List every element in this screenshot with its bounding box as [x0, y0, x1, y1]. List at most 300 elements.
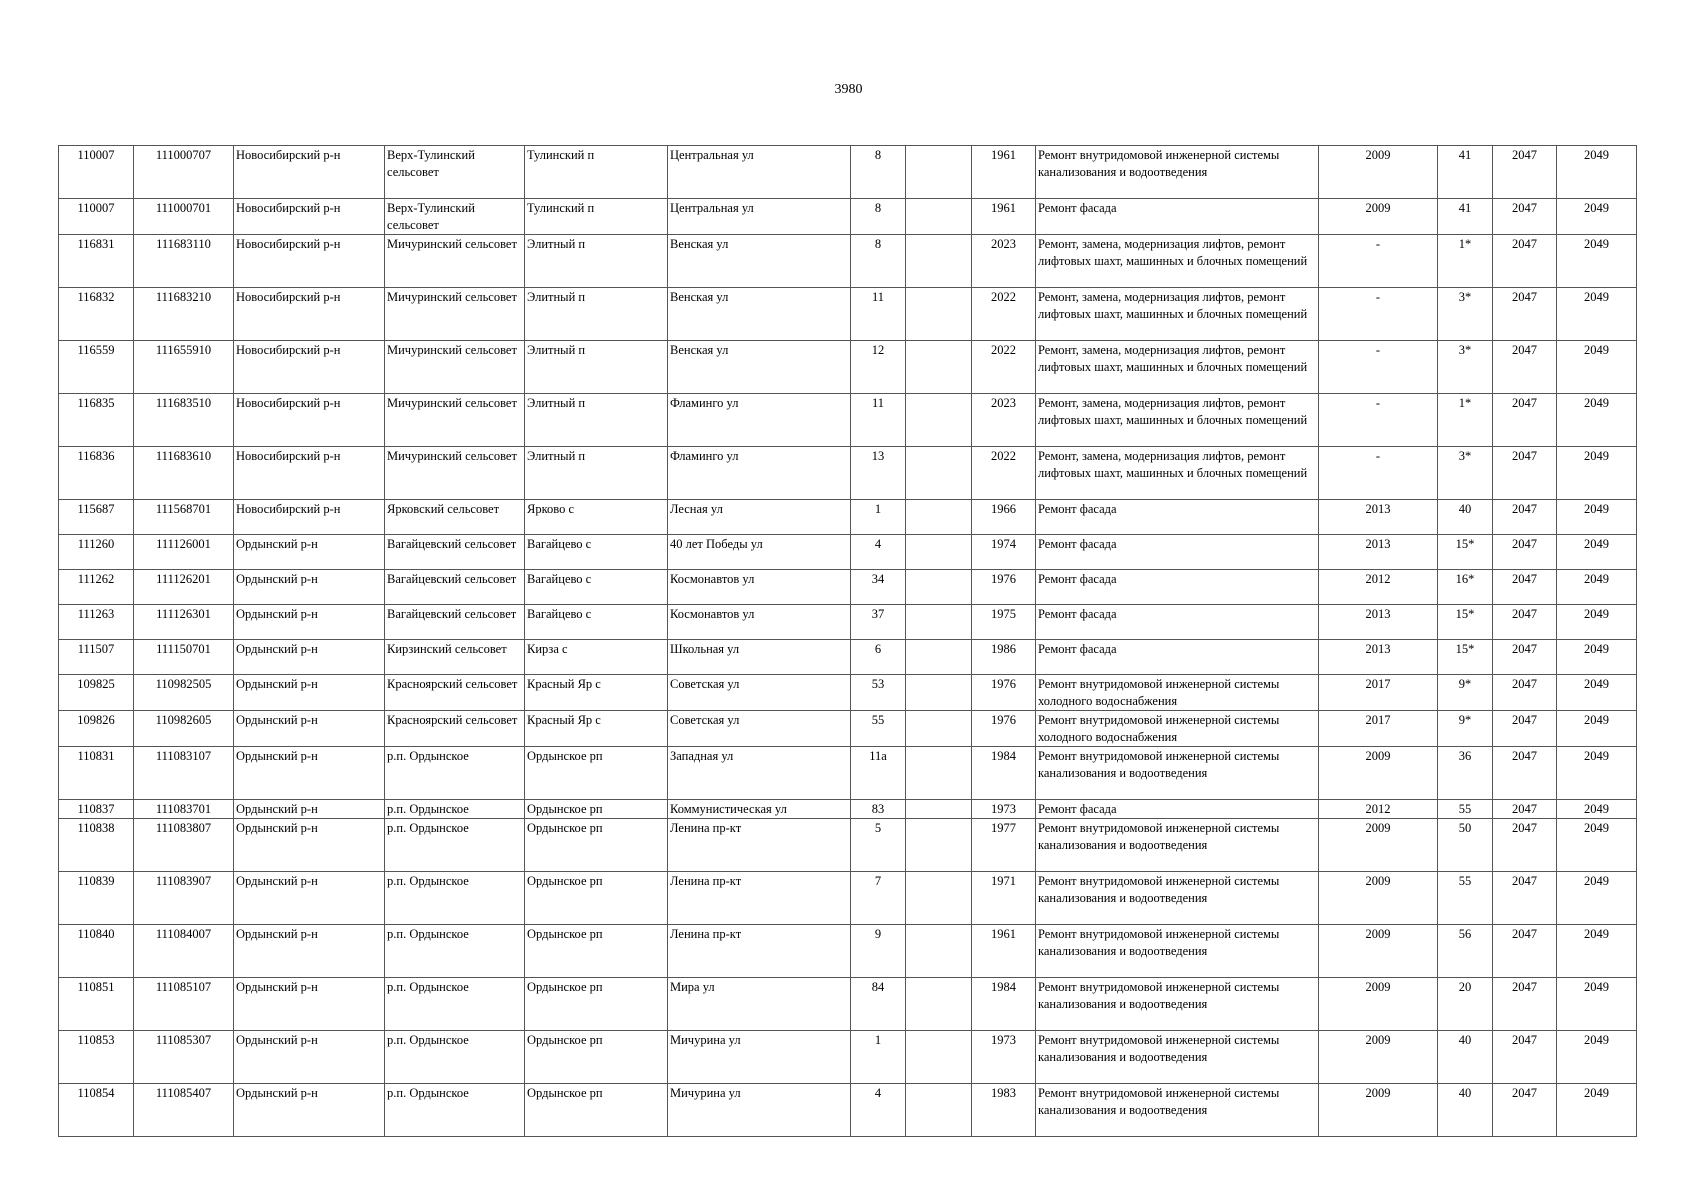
- street-cell: Ленина пр-кт: [668, 872, 851, 925]
- building-letter-cell: [906, 341, 972, 394]
- district-cell: Новосибирский р-н: [234, 394, 385, 447]
- table-row: [59, 1084, 1637, 1137]
- street-cell: Венская ул: [668, 235, 851, 288]
- municipality-cell: р.п. Ордынское: [385, 925, 525, 978]
- settlement-cell: Тулинский п: [525, 146, 668, 199]
- building-letter-cell: [906, 640, 972, 675]
- municipality-cell: р.п. Ордынское: [385, 978, 525, 1031]
- building-letter-cell: [906, 675, 972, 711]
- wear-percent-cell: 1*: [1438, 394, 1493, 447]
- district-cell: Ордынский р-н: [234, 800, 385, 819]
- settlement-cell: Ордынское рп: [525, 925, 668, 978]
- year-built-cell: 1961: [972, 146, 1036, 199]
- last-repair-year-cell: 2009: [1319, 819, 1438, 872]
- work-type-cell: Ремонт, замена, модернизация лифтов, ремонт лифтовых шахт, машинных и блочных помещений: [1036, 235, 1319, 288]
- object-id-cell: 116559: [59, 341, 134, 394]
- work-type-cell: Ремонт, замена, модернизация лифтов, ремонт лифтовых шахт, машинных и блочных помещений: [1036, 288, 1319, 341]
- settlement-cell: Кирза с: [525, 640, 668, 675]
- last-repair-year-cell: 2013: [1319, 640, 1438, 675]
- object-id-cell: 109826: [59, 711, 134, 747]
- plan-end-year-cell: 2049: [1557, 640, 1637, 675]
- district-cell: Ордынский р-н: [234, 1084, 385, 1137]
- street-cell: Ленина пр-кт: [668, 819, 851, 872]
- object-id-cell: 111262: [59, 570, 134, 605]
- work-type-cell: Ремонт, замена, модернизация лифтов, ремонт лифтовых шахт, машинных и блочных помещений: [1036, 447, 1319, 500]
- plan-start-year-cell: 2047: [1493, 747, 1557, 800]
- object-id-cell: 111507: [59, 640, 134, 675]
- settlement-cell: Элитный п: [525, 341, 668, 394]
- record-id-cell: 111083807: [134, 819, 234, 872]
- settlement-cell: Элитный п: [525, 235, 668, 288]
- street-cell: Космонавтов ул: [668, 605, 851, 640]
- plan-end-year-cell: 2049: [1557, 925, 1637, 978]
- year-built-cell: 1961: [972, 925, 1036, 978]
- settlement-cell: Ордынское рп: [525, 1084, 668, 1137]
- last-repair-year-cell: -: [1319, 288, 1438, 341]
- last-repair-year-cell: 2017: [1319, 711, 1438, 747]
- table-row: [59, 1031, 1637, 1084]
- last-repair-year-cell: 2017: [1319, 675, 1438, 711]
- street-cell: Западная ул: [668, 747, 851, 800]
- plan-start-year-cell: 2047: [1493, 605, 1557, 640]
- work-type-cell: Ремонт, замена, модернизация лифтов, ремонт лифтовых шахт, машинных и блочных помещений: [1036, 341, 1319, 394]
- wear-percent-cell: 40: [1438, 1084, 1493, 1137]
- district-cell: Новосибирский р-н: [234, 447, 385, 500]
- house-number-cell: 7: [851, 872, 906, 925]
- plan-end-year-cell: 2049: [1557, 447, 1637, 500]
- record-id-cell: 111084007: [134, 925, 234, 978]
- plan-end-year-cell: 2049: [1557, 978, 1637, 1031]
- plan-start-year-cell: 2047: [1493, 819, 1557, 872]
- plan-start-year-cell: 2047: [1493, 711, 1557, 747]
- house-number-cell: 1: [851, 500, 906, 535]
- record-id-cell: 111126001: [134, 535, 234, 570]
- year-built-cell: 1974: [972, 535, 1036, 570]
- plan-end-year-cell: 2049: [1557, 675, 1637, 711]
- wear-percent-cell: 15*: [1438, 640, 1493, 675]
- record-id-cell: 110982605: [134, 711, 234, 747]
- last-repair-year-cell: -: [1319, 447, 1438, 500]
- table-row: [59, 235, 1637, 288]
- settlement-cell: Ордынское рп: [525, 872, 668, 925]
- object-id-cell: 110007: [59, 146, 134, 199]
- house-number-cell: 55: [851, 711, 906, 747]
- last-repair-year-cell: 2009: [1319, 978, 1438, 1031]
- record-id-cell: 110982505: [134, 675, 234, 711]
- house-number-cell: 6: [851, 640, 906, 675]
- work-type-cell: Ремонт внутридомовой инженерной системы холодного водоснабжения: [1036, 675, 1319, 711]
- building-letter-cell: [906, 605, 972, 640]
- district-cell: Ордынский р-н: [234, 747, 385, 800]
- wear-percent-cell: 50: [1438, 819, 1493, 872]
- house-number-cell: 84: [851, 978, 906, 1031]
- wear-percent-cell: 40: [1438, 500, 1493, 535]
- table-row: [59, 675, 1637, 711]
- municipality-cell: Мичуринский сельсовет: [385, 235, 525, 288]
- table-row: [59, 447, 1637, 500]
- building-letter-cell: [906, 146, 972, 199]
- year-built-cell: 1983: [972, 1084, 1036, 1137]
- year-built-cell: 2022: [972, 288, 1036, 341]
- wear-percent-cell: 36: [1438, 747, 1493, 800]
- table-row: [59, 341, 1637, 394]
- district-cell: Ордынский р-н: [234, 640, 385, 675]
- plan-start-year-cell: 2047: [1493, 500, 1557, 535]
- district-cell: Новосибирский р-н: [234, 500, 385, 535]
- object-id-cell: 110854: [59, 1084, 134, 1137]
- municipality-cell: Мичуринский сельсовет: [385, 341, 525, 394]
- street-cell: Мичурина ул: [668, 1084, 851, 1137]
- plan-start-year-cell: 2047: [1493, 235, 1557, 288]
- plan-start-year-cell: 2047: [1493, 447, 1557, 500]
- house-number-cell: 4: [851, 535, 906, 570]
- object-id-cell: 110831: [59, 747, 134, 800]
- house-number-cell: 8: [851, 146, 906, 199]
- last-repair-year-cell: 2009: [1319, 925, 1438, 978]
- street-cell: 40 лет Победы ул: [668, 535, 851, 570]
- last-repair-year-cell: 2009: [1319, 747, 1438, 800]
- year-built-cell: 1984: [972, 747, 1036, 800]
- wear-percent-cell: 55: [1438, 872, 1493, 925]
- table-row: [59, 500, 1637, 535]
- municipality-cell: р.п. Ордынское: [385, 800, 525, 819]
- table-row: [59, 925, 1637, 978]
- municipality-cell: Ярковский сельсовет: [385, 500, 525, 535]
- building-letter-cell: [906, 925, 972, 978]
- settlement-cell: Ордынское рп: [525, 819, 668, 872]
- year-built-cell: 1973: [972, 800, 1036, 819]
- street-cell: Советская ул: [668, 711, 851, 747]
- object-id-cell: 110837: [59, 800, 134, 819]
- table-row: [59, 978, 1637, 1031]
- district-cell: Ордынский р-н: [234, 872, 385, 925]
- house-number-cell: 37: [851, 605, 906, 640]
- house-number-cell: 11: [851, 394, 906, 447]
- work-type-cell: Ремонт фасада: [1036, 640, 1319, 675]
- wear-percent-cell: 15*: [1438, 535, 1493, 570]
- building-letter-cell: [906, 288, 972, 341]
- record-id-cell: 111126201: [134, 570, 234, 605]
- house-number-cell: 8: [851, 235, 906, 288]
- wear-percent-cell: 55: [1438, 800, 1493, 819]
- year-built-cell: 1976: [972, 675, 1036, 711]
- plan-end-year-cell: 2049: [1557, 1084, 1637, 1137]
- last-repair-year-cell: 2009: [1319, 872, 1438, 925]
- year-built-cell: 1976: [972, 570, 1036, 605]
- district-cell: Ордынский р-н: [234, 711, 385, 747]
- plan-start-year-cell: 2047: [1493, 199, 1557, 235]
- table-row: [59, 605, 1637, 640]
- wear-percent-cell: 3*: [1438, 341, 1493, 394]
- district-cell: Ордынский р-н: [234, 675, 385, 711]
- register-table: [58, 145, 1637, 1137]
- settlement-cell: Красный Яр с: [525, 675, 668, 711]
- record-id-cell: 111568701: [134, 500, 234, 535]
- wear-percent-cell: 41: [1438, 146, 1493, 199]
- house-number-cell: 34: [851, 570, 906, 605]
- work-type-cell: Ремонт фасада: [1036, 800, 1319, 819]
- record-id-cell: 111150701: [134, 640, 234, 675]
- street-cell: Фламинго ул: [668, 394, 851, 447]
- object-id-cell: 110839: [59, 872, 134, 925]
- district-cell: Новосибирский р-н: [234, 146, 385, 199]
- plan-start-year-cell: 2047: [1493, 640, 1557, 675]
- wear-percent-cell: 9*: [1438, 675, 1493, 711]
- record-id-cell: 111683510: [134, 394, 234, 447]
- municipality-cell: Верх-Тулинский сельсовет: [385, 199, 525, 235]
- plan-start-year-cell: 2047: [1493, 535, 1557, 570]
- building-letter-cell: [906, 978, 972, 1031]
- settlement-cell: Ордынское рп: [525, 747, 668, 800]
- settlement-cell: Ордынское рп: [525, 800, 668, 819]
- district-cell: Ордынский р-н: [234, 570, 385, 605]
- house-number-cell: 53: [851, 675, 906, 711]
- building-letter-cell: [906, 500, 972, 535]
- municipality-cell: Кирзинский сельсовет: [385, 640, 525, 675]
- plan-start-year-cell: 2047: [1493, 675, 1557, 711]
- year-built-cell: 1986: [972, 640, 1036, 675]
- plan-end-year-cell: 2049: [1557, 535, 1637, 570]
- last-repair-year-cell: 2009: [1319, 1084, 1438, 1137]
- district-cell: Ордынский р-н: [234, 605, 385, 640]
- work-type-cell: Ремонт внутридомовой инженерной системы канализования и водоотведения: [1036, 1084, 1319, 1137]
- district-cell: Ордынский р-н: [234, 978, 385, 1031]
- plan-start-year-cell: 2047: [1493, 872, 1557, 925]
- last-repair-year-cell: 2013: [1319, 500, 1438, 535]
- house-number-cell: 83: [851, 800, 906, 819]
- plan-end-year-cell: 2049: [1557, 819, 1637, 872]
- building-letter-cell: [906, 1084, 972, 1137]
- plan-end-year-cell: 2049: [1557, 394, 1637, 447]
- year-built-cell: 1961: [972, 199, 1036, 235]
- street-cell: Центральная ул: [668, 199, 851, 235]
- object-id-cell: 116831: [59, 235, 134, 288]
- table-row: [59, 146, 1637, 199]
- table-row: [59, 747, 1637, 800]
- work-type-cell: Ремонт фасада: [1036, 605, 1319, 640]
- municipality-cell: р.п. Ордынское: [385, 1084, 525, 1137]
- settlement-cell: Элитный п: [525, 394, 668, 447]
- record-id-cell: 111083701: [134, 800, 234, 819]
- settlement-cell: Тулинский п: [525, 199, 668, 235]
- wear-percent-cell: 40: [1438, 1031, 1493, 1084]
- plan-end-year-cell: 2049: [1557, 711, 1637, 747]
- municipality-cell: р.п. Ордынское: [385, 872, 525, 925]
- plan-end-year-cell: 2049: [1557, 199, 1637, 235]
- work-type-cell: Ремонт фасада: [1036, 535, 1319, 570]
- municipality-cell: Вагайцевский сельсовет: [385, 535, 525, 570]
- building-letter-cell: [906, 819, 972, 872]
- plan-end-year-cell: 2049: [1557, 288, 1637, 341]
- district-cell: Новосибирский р-н: [234, 235, 385, 288]
- building-letter-cell: [906, 447, 972, 500]
- last-repair-year-cell: 2009: [1319, 1031, 1438, 1084]
- work-type-cell: Ремонт внутридомовой инженерной системы канализования и водоотведения: [1036, 1031, 1319, 1084]
- wear-percent-cell: 3*: [1438, 288, 1493, 341]
- record-id-cell: 111126301: [134, 605, 234, 640]
- object-id-cell: 111260: [59, 535, 134, 570]
- street-cell: Школьная ул: [668, 640, 851, 675]
- last-repair-year-cell: -: [1319, 394, 1438, 447]
- plan-start-year-cell: 2047: [1493, 1084, 1557, 1137]
- street-cell: Космонавтов ул: [668, 570, 851, 605]
- settlement-cell: Элитный п: [525, 447, 668, 500]
- table-row: [59, 711, 1637, 747]
- building-letter-cell: [906, 711, 972, 747]
- wear-percent-cell: 15*: [1438, 605, 1493, 640]
- object-id-cell: 110840: [59, 925, 134, 978]
- record-id-cell: 111083107: [134, 747, 234, 800]
- plan-start-year-cell: 2047: [1493, 288, 1557, 341]
- district-cell: Ордынский р-н: [234, 1031, 385, 1084]
- plan-end-year-cell: 2049: [1557, 570, 1637, 605]
- municipality-cell: Вагайцевский сельсовет: [385, 570, 525, 605]
- table-row: [59, 640, 1637, 675]
- record-id-cell: 111000701: [134, 199, 234, 235]
- plan-start-year-cell: 2047: [1493, 1031, 1557, 1084]
- year-built-cell: 1977: [972, 819, 1036, 872]
- work-type-cell: Ремонт внутридомовой инженерной системы холодного водоснабжения: [1036, 711, 1319, 747]
- last-repair-year-cell: 2012: [1319, 570, 1438, 605]
- table-row: [59, 872, 1637, 925]
- work-type-cell: Ремонт внутридомовой инженерной системы канализования и водоотведения: [1036, 146, 1319, 199]
- house-number-cell: 11а: [851, 747, 906, 800]
- object-id-cell: 116832: [59, 288, 134, 341]
- house-number-cell: 1: [851, 1031, 906, 1084]
- work-type-cell: Ремонт внутридомовой инженерной системы канализования и водоотведения: [1036, 747, 1319, 800]
- house-number-cell: 4: [851, 1084, 906, 1137]
- wear-percent-cell: 20: [1438, 978, 1493, 1031]
- table-row: [59, 570, 1637, 605]
- district-cell: Новосибирский р-н: [234, 199, 385, 235]
- street-cell: Фламинго ул: [668, 447, 851, 500]
- plan-end-year-cell: 2049: [1557, 1031, 1637, 1084]
- last-repair-year-cell: 2013: [1319, 605, 1438, 640]
- building-letter-cell: [906, 199, 972, 235]
- plan-end-year-cell: 2049: [1557, 747, 1637, 800]
- street-cell: Ленина пр-кт: [668, 925, 851, 978]
- work-type-cell: Ремонт внутридомовой инженерной системы канализования и водоотведения: [1036, 819, 1319, 872]
- municipality-cell: Мичуринский сельсовет: [385, 288, 525, 341]
- building-letter-cell: [906, 535, 972, 570]
- plan-start-year-cell: 2047: [1493, 978, 1557, 1031]
- building-letter-cell: [906, 747, 972, 800]
- settlement-cell: Ярково с: [525, 500, 668, 535]
- work-type-cell: Ремонт фасада: [1036, 199, 1319, 235]
- settlement-cell: Вагайцево с: [525, 570, 668, 605]
- work-type-cell: Ремонт, замена, модернизация лифтов, ремонт лифтовых шахт, машинных и блочных помещений: [1036, 394, 1319, 447]
- settlement-cell: Элитный п: [525, 288, 668, 341]
- district-cell: Новосибирский р-н: [234, 288, 385, 341]
- object-id-cell: 110853: [59, 1031, 134, 1084]
- plan-start-year-cell: 2047: [1493, 146, 1557, 199]
- plan-end-year-cell: 2049: [1557, 341, 1637, 394]
- record-id-cell: 111683110: [134, 235, 234, 288]
- street-cell: Лесная ул: [668, 500, 851, 535]
- work-type-cell: Ремонт фасада: [1036, 570, 1319, 605]
- house-number-cell: 8: [851, 199, 906, 235]
- settlement-cell: Красный Яр с: [525, 711, 668, 747]
- settlement-cell: Ордынское рп: [525, 1031, 668, 1084]
- page-number: 3980: [834, 82, 863, 97]
- municipality-cell: Мичуринский сельсовет: [385, 394, 525, 447]
- object-id-cell: 109825: [59, 675, 134, 711]
- settlement-cell: Вагайцево с: [525, 535, 668, 570]
- municipality-cell: Верх-Тулинский сельсовет: [385, 146, 525, 199]
- municipality-cell: Красноярский сельсовет: [385, 711, 525, 747]
- house-number-cell: 5: [851, 819, 906, 872]
- year-built-cell: 1975: [972, 605, 1036, 640]
- object-id-cell: 110851: [59, 978, 134, 1031]
- work-type-cell: Ремонт внутридомовой инженерной системы канализования и водоотведения: [1036, 978, 1319, 1031]
- plan-end-year-cell: 2049: [1557, 235, 1637, 288]
- building-letter-cell: [906, 872, 972, 925]
- year-built-cell: 1971: [972, 872, 1036, 925]
- work-type-cell: Ремонт внутридомовой инженерной системы канализования и водоотведения: [1036, 872, 1319, 925]
- municipality-cell: р.п. Ордынское: [385, 819, 525, 872]
- plan-end-year-cell: 2049: [1557, 500, 1637, 535]
- municipality-cell: Вагайцевский сельсовет: [385, 605, 525, 640]
- table-row: [59, 800, 1637, 819]
- plan-start-year-cell: 2047: [1493, 394, 1557, 447]
- street-cell: Советская ул: [668, 675, 851, 711]
- work-type-cell: Ремонт фасада: [1036, 500, 1319, 535]
- last-repair-year-cell: 2012: [1319, 800, 1438, 819]
- object-id-cell: 116836: [59, 447, 134, 500]
- object-id-cell: 110007: [59, 199, 134, 235]
- table-row: [59, 288, 1637, 341]
- municipality-cell: Мичуринский сельсовет: [385, 447, 525, 500]
- plan-end-year-cell: 2049: [1557, 605, 1637, 640]
- settlement-cell: Вагайцево с: [525, 605, 668, 640]
- record-id-cell: 111085107: [134, 978, 234, 1031]
- table-row: [59, 535, 1637, 570]
- plan-end-year-cell: 2049: [1557, 146, 1637, 199]
- record-id-cell: 111655910: [134, 341, 234, 394]
- year-built-cell: 2023: [972, 235, 1036, 288]
- object-id-cell: 116835: [59, 394, 134, 447]
- plan-start-year-cell: 2047: [1493, 925, 1557, 978]
- district-cell: Ордынский р-н: [234, 819, 385, 872]
- settlement-cell: Ордынское рп: [525, 978, 668, 1031]
- work-type-cell: Ремонт внутридомовой инженерной системы канализования и водоотведения: [1036, 925, 1319, 978]
- house-number-cell: 9: [851, 925, 906, 978]
- year-built-cell: 1984: [972, 978, 1036, 1031]
- wear-percent-cell: 16*: [1438, 570, 1493, 605]
- year-built-cell: 1973: [972, 1031, 1036, 1084]
- wear-percent-cell: 3*: [1438, 447, 1493, 500]
- plan-end-year-cell: 2049: [1557, 800, 1637, 819]
- table-row: [59, 394, 1637, 447]
- record-id-cell: 111085407: [134, 1084, 234, 1137]
- building-letter-cell: [906, 800, 972, 819]
- table-body: [59, 146, 1637, 1137]
- year-built-cell: 1966: [972, 500, 1036, 535]
- house-number-cell: 12: [851, 341, 906, 394]
- plan-start-year-cell: 2047: [1493, 570, 1557, 605]
- record-id-cell: 111085307: [134, 1031, 234, 1084]
- house-number-cell: 11: [851, 288, 906, 341]
- building-letter-cell: [906, 235, 972, 288]
- wear-percent-cell: 9*: [1438, 711, 1493, 747]
- last-repair-year-cell: -: [1319, 235, 1438, 288]
- plan-end-year-cell: 2049: [1557, 872, 1637, 925]
- year-built-cell: 2022: [972, 447, 1036, 500]
- year-built-cell: 2022: [972, 341, 1036, 394]
- house-number-cell: 13: [851, 447, 906, 500]
- street-cell: Мичурина ул: [668, 1031, 851, 1084]
- wear-percent-cell: 56: [1438, 925, 1493, 978]
